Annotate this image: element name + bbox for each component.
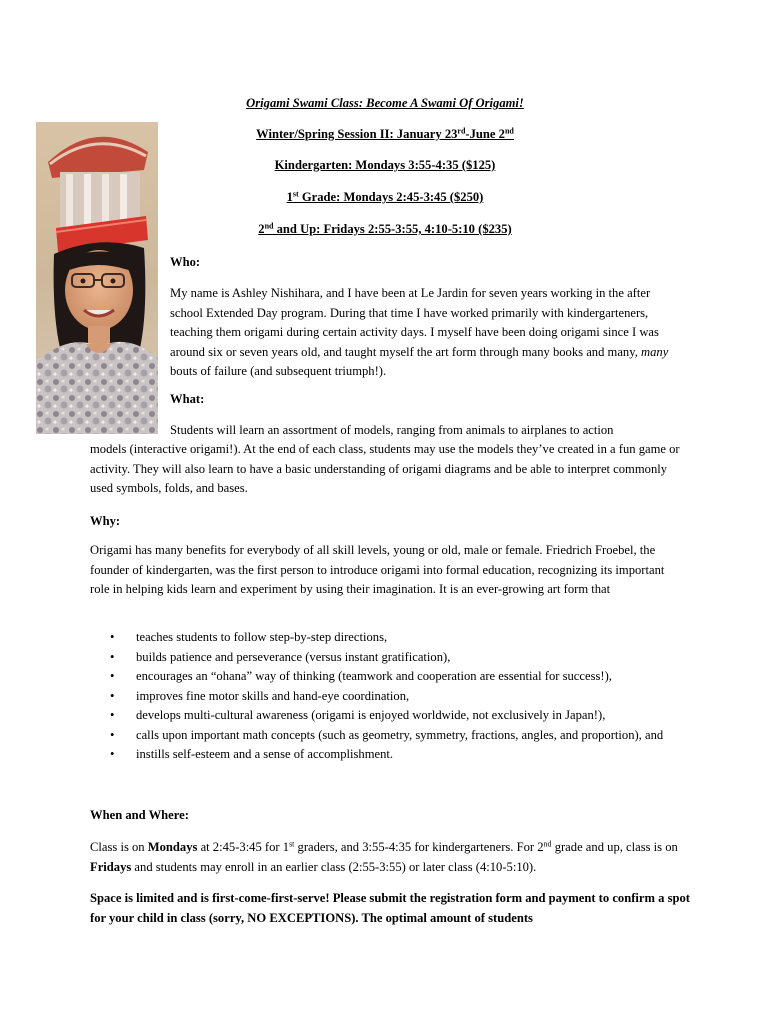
list-item: • teaches students to follow step-by-step directions, <box>110 630 388 644</box>
list-item: • builds patience and perseverance (versus instant gratification), <box>110 649 451 664</box>
document-title: Origami Swami Class: Become A Swami Of Origami! <box>246 96 524 110</box>
list-item: • improves fine motor skills and hand-eye coordination, <box>110 688 410 703</box>
what-paragraph: models (interactive origami!). At the end of each class, students may use the models they’ve created in a fun game or activity. They will also learn to have a basic understanding of origami diagrams and be able to interpret commonly used symbols, folds, and bases. <box>90 442 680 495</box>
registration-notice: Space is limited and is first-come-first-serve! Please submit the registration form and payment to confirm a spot for your child in class (sorry, NO EXCEPTIONS). The optimal amount of students <box>90 891 690 925</box>
what-heading: What: <box>170 392 205 406</box>
second-grade-schedule: 2nd and Up: Fridays 2:55-3:55, 4:10-5:10 ($235) <box>258 221 512 236</box>
instructor-photo <box>36 122 158 434</box>
list-item: • encourages an “ohana” way of thinking (teamwork and cooperation are essential for success!), <box>110 669 612 683</box>
why-paragraph: Origami has many benefits for everybody of all skill levels, young or old, male or female. Friedrich Froebel, the founder of kindergarten, was the first person to introduce origami into formal education, recognizing its important role in helping kids learn and experiment by using their imagination. It is an ever-growing art form that <box>90 543 665 596</box>
what-paragraph-line1: Students will learn an assortment of models, ranging from animals to airplanes to action <box>170 423 614 437</box>
why-heading: Why: <box>90 514 121 528</box>
first-grade-schedule: 1st Grade: Mondays 2:45-3:45 ($250) <box>286 189 484 204</box>
list-item: • develops multi-cultural awareness (origami is enjoyed worldwide, not exclusively in Japan!), <box>110 708 606 722</box>
kindergarten-schedule: Kindergarten: Mondays 3:55-4:35 ($125) <box>274 158 496 172</box>
when-where-paragraph: Class is on Mondays at 2:45-3:45 for 1st graders, and 3:55-4:35 for kindergarteners. For 2nd grade and up, class is on Fridays and students may enroll in an earlier class (2:55-3:55) or later class (4:10-5:10). <box>90 839 678 874</box>
who-paragraph: My name is Ashley Nishihara, and I have been at Le Jardin for seven years working in the after school Extended Day program. During that time I have worked primarily with kindergarteners, teaching them origami during certain activity days. I myself have been doing origami since I was around six or seven years old, and taught myself the art form through many books and many, many bouts of failure (and subsequent triumph!). <box>170 286 669 378</box>
benefits-list <box>90 628 680 765</box>
who-heading: Who: <box>170 255 201 269</box>
when-where-heading: When and Where: <box>90 808 189 822</box>
list-item: • instills self-esteem and a sense of accomplishment. <box>110 747 394 761</box>
session-line: Winter/Spring Session II: January 23rd-June 2nd <box>256 126 514 141</box>
list-item: • calls upon important math concepts (such as geometry, symmetry, fractions, angles, and proportion), and <box>110 727 664 742</box>
